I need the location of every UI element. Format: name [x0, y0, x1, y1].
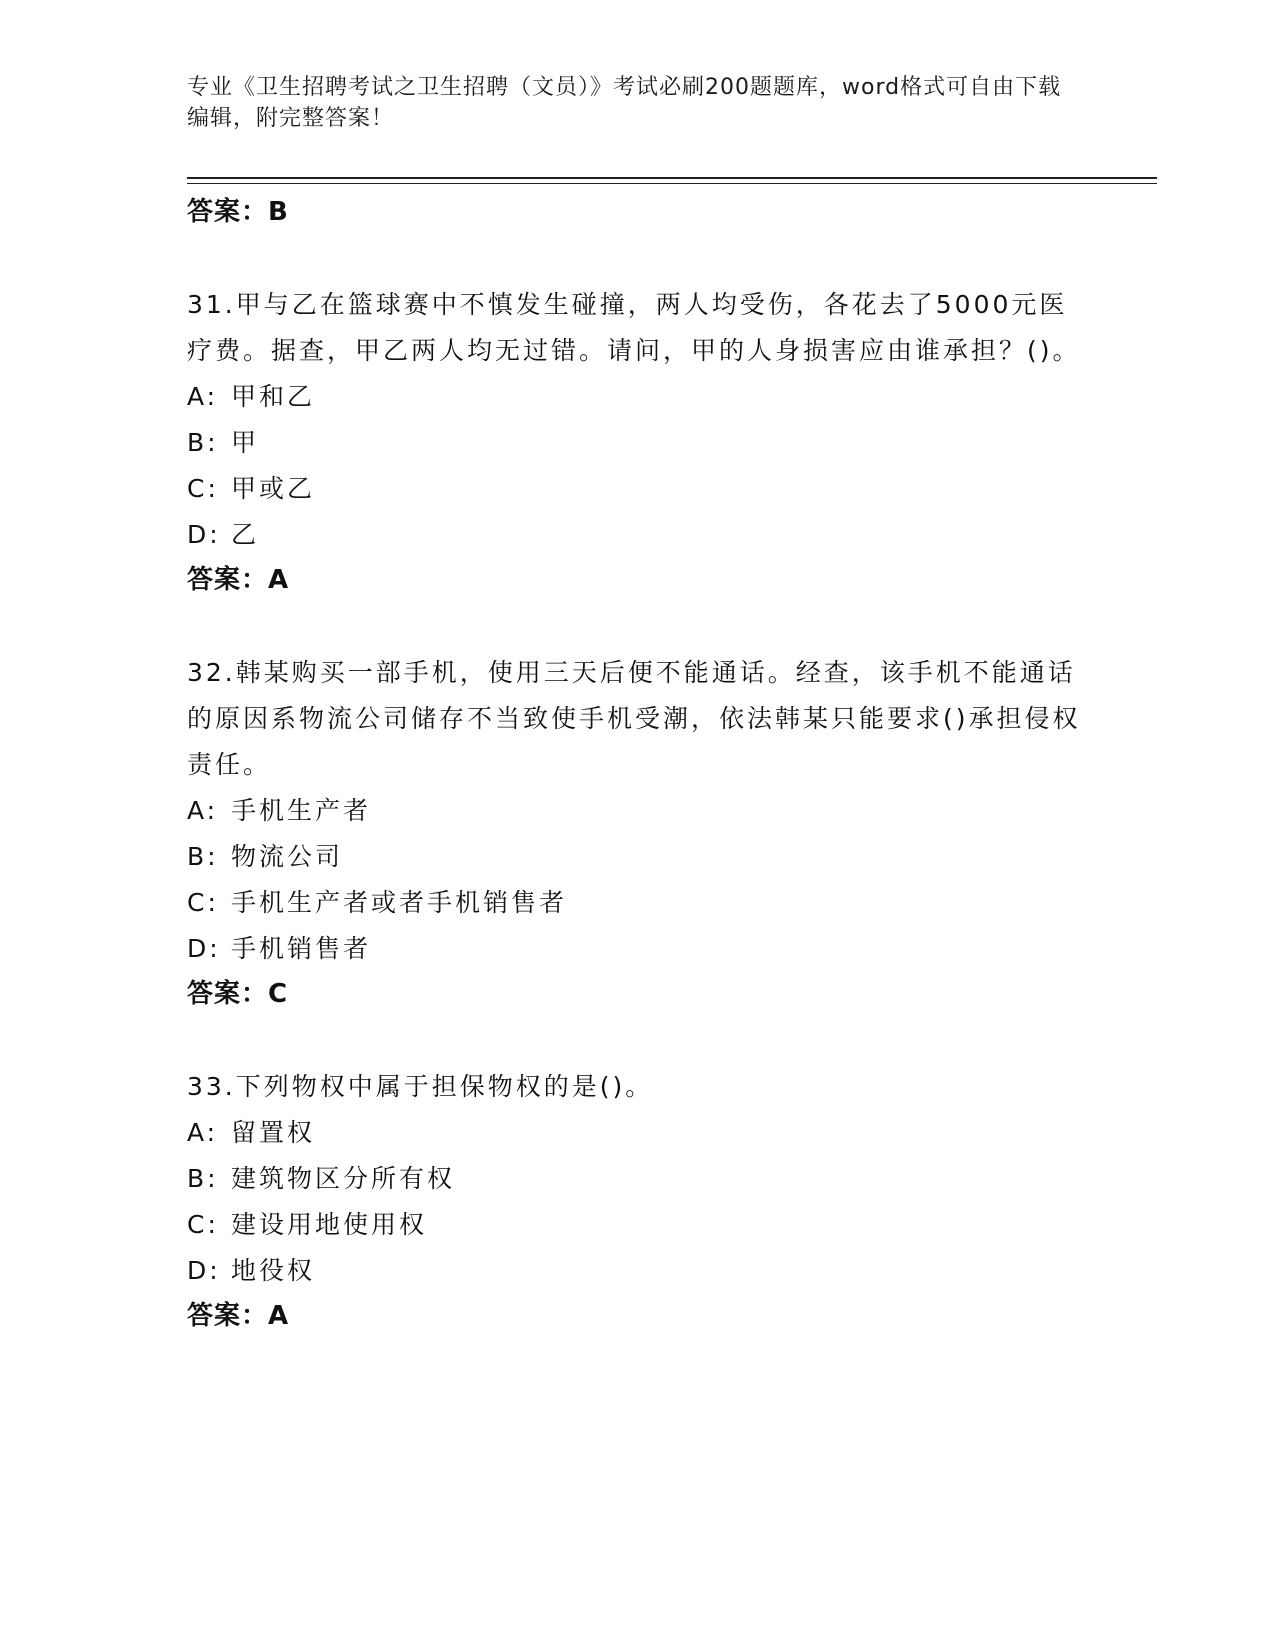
option-c: [187, 1202, 1087, 1248]
option-c: [187, 880, 1087, 926]
option-key: D:: [187, 520, 221, 549]
spacer: [187, 1016, 1087, 1064]
option-key: A:: [187, 796, 219, 825]
option-key: D:: [187, 1256, 221, 1285]
option-text: 地役权: [231, 1256, 316, 1285]
header-rule-thin: [187, 183, 1157, 184]
option-key: B:: [187, 1164, 219, 1193]
option-text: 建筑物区分所有权: [231, 1164, 456, 1193]
option-key: C:: [187, 474, 219, 503]
option-c: [187, 466, 1087, 512]
spacer: [187, 234, 1087, 282]
page-header: 专业《卫生招聘考试之卫生招聘（文员）》考试必刷200题题库，word格式可自由下载编辑，附完整答案！: [187, 75, 1062, 131]
document-body: [187, 190, 1087, 1338]
option-b: [187, 420, 1087, 466]
option-key: B:: [187, 428, 219, 457]
question-31: [187, 282, 1087, 602]
option-key: B:: [187, 842, 219, 871]
option-text: 留置权: [231, 1118, 316, 1147]
option-text: 物流公司: [231, 842, 344, 871]
question-32: [187, 650, 1087, 1016]
option-text: 手机生产者: [231, 796, 372, 825]
option-key: C:: [187, 888, 219, 917]
option-key: D:: [187, 934, 221, 963]
option-a: [187, 374, 1087, 420]
option-a: [187, 1110, 1087, 1156]
option-a: [187, 788, 1087, 834]
answer: 答案：A: [187, 565, 290, 595]
option-d: [187, 512, 1087, 558]
answer: 答案：C: [187, 979, 289, 1009]
question-stem: 32.韩某购买一部手机，使用三天后便不能通话。经查，该手机不能通话的原因系物流公司储存不当致使手机受潮，依法韩某只能要求()承担侵权责任。: [187, 658, 1081, 779]
option-text: 甲或乙: [231, 474, 316, 503]
question-33: [187, 1064, 1087, 1338]
previous-answer: 答案：B: [187, 197, 289, 227]
option-text: 手机销售者: [231, 934, 372, 963]
option-text: 甲和乙: [231, 382, 316, 411]
option-key: A:: [187, 382, 219, 411]
option-key: C:: [187, 1210, 219, 1239]
option-d: [187, 926, 1087, 972]
option-text: 甲: [231, 428, 260, 457]
answer: 答案：A: [187, 1301, 290, 1331]
option-b: [187, 1156, 1087, 1202]
spacer: [187, 602, 1087, 650]
question-stem: 33.下列物权中属于担保物权的是()。: [187, 1072, 654, 1101]
option-text: 手机生产者或者手机销售者: [231, 888, 568, 917]
option-b: [187, 834, 1087, 880]
option-text: 建设用地使用权: [231, 1210, 428, 1239]
header-rule-thick: [187, 177, 1157, 179]
option-d: [187, 1248, 1087, 1294]
question-stem: 31.甲与乙在篮球赛中不慎发生碰撞，两人均受伤，各花去了5000元医疗费。据查，甲乙两人均无过错。请问，甲的人身损害应由谁承担？()。: [187, 290, 1081, 365]
option-text: 乙: [231, 520, 260, 549]
option-key: A:: [187, 1118, 219, 1147]
